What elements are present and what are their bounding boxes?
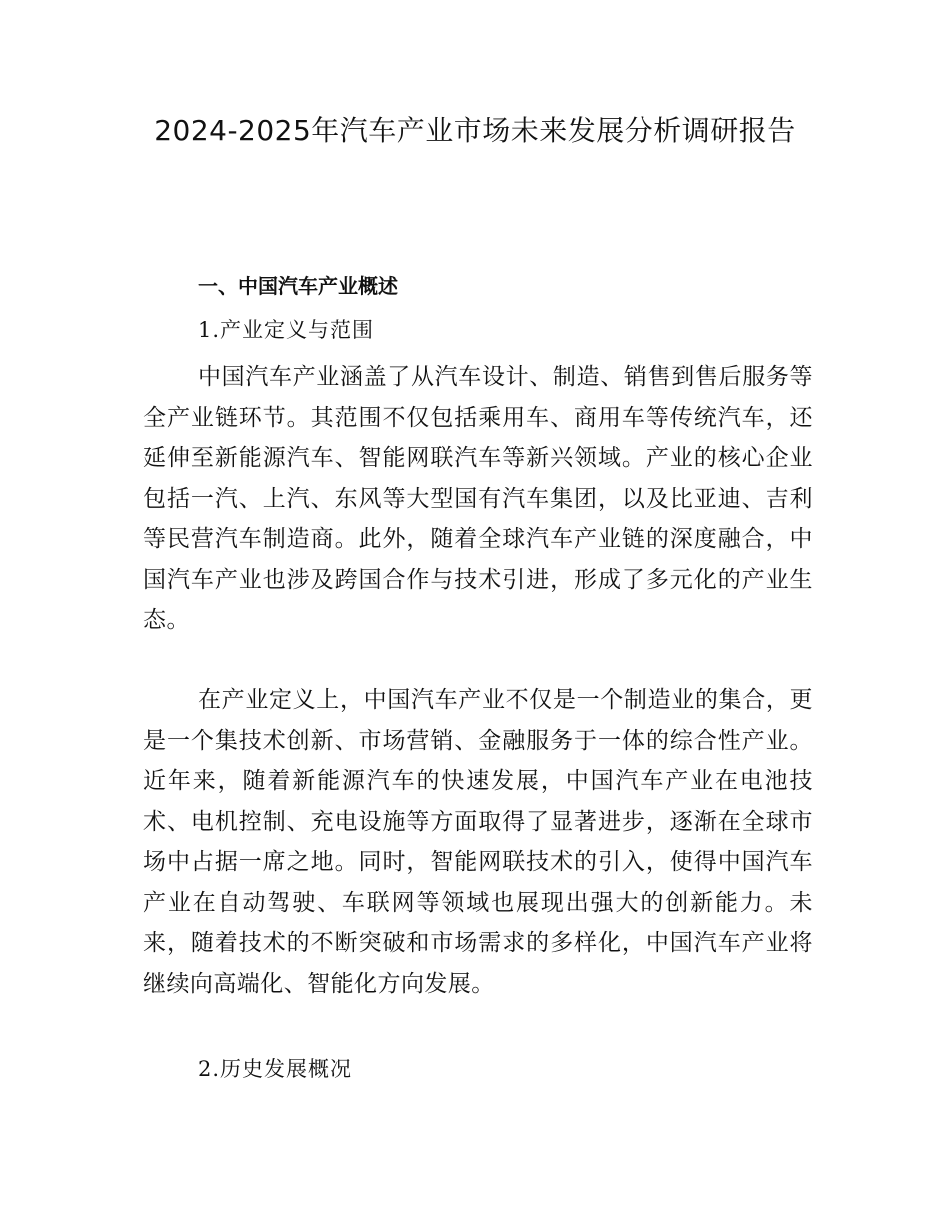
section-heading: 一、中国汽车产业概述 bbox=[198, 274, 398, 298]
subsection-heading-history: 2.历史发展概况 bbox=[198, 1057, 353, 1081]
document-title: 2024-2025年汽车产业市场未来发展分析调研报告 bbox=[154, 114, 796, 147]
paragraph: 中国汽车产业涵盖了从汽车设计、制造、销售到售后服务等全产业链环节。其范围不仅包括乘用车、商用车等传统汽车，还延伸至新能源汽车、智能网联汽车等新兴领域。产业的核心企业包括一汽、上汽、东风等大型国有汽车集团，以及比亚迪、吉利等民营汽车制造商。此外，随着全球汽车产业链的深度融合，中国汽车产业也涉及跨国合作与技术引进，形成了多元化的产业生态。 bbox=[143, 364, 813, 633]
paragraph: 在产业定义上，中国汽车产业不仅是一个制造业的集合，更是一个集技术创新、市场营销、金融服务于一体的综合性产业。近年来，随着新能源汽车的快速发展，中国汽车产业在电池技术、电机控制、充电设施等方面取得了显著进步，逐渐在全球市场中占据一席之地。同时，智能网联技术的引入，使得中国汽车产业在自动驾驶、车联网等领域也展现出强大的创新能力。未来，随着技术的不断突破和市场需求的多样化，中国汽车产业将继续向高端化、智能化方向发展。 bbox=[143, 687, 813, 997]
subsection-heading-definition: 1.产业定义与范围 bbox=[198, 318, 375, 342]
